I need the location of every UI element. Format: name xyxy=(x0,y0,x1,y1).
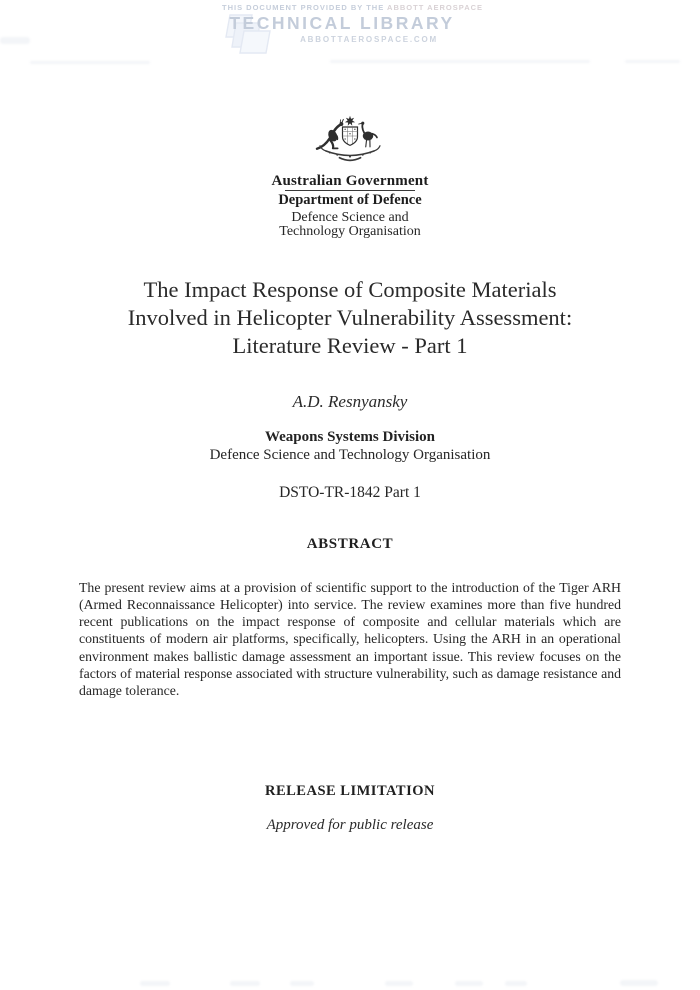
gov-title-australian-government: Australian Government xyxy=(271,173,429,189)
author-name: A.D. Resnyansky xyxy=(292,392,408,411)
government-crest-block xyxy=(0,114,700,254)
abstract-text: The present review aims at a provision of scientific support to the introduction of the Tiger ARH (Armed Reconnaissance Helicopter) into service. The review examines more than five hundred recent publications on the impact response of composite and cellular materials which are constituents of modern air platforms, specifically, helicopters. Using the ARH in an operational environment makes ballistic damage assessment an important issue. This review focuses on the factors of material response associated with structure vulnerability, such as damage resistance and damage tolerance. xyxy=(79,579,621,699)
scan-artifact xyxy=(455,981,483,986)
scan-artifact xyxy=(0,37,30,44)
scan-artifact xyxy=(290,981,314,986)
scan-artifact xyxy=(625,60,680,63)
release-approval-note: Approved for public release xyxy=(266,817,434,833)
abstract-heading: ABSTRACT xyxy=(306,536,394,552)
report-number: DSTO-TR-1842 Part 1 xyxy=(279,484,421,501)
crest-star xyxy=(345,116,355,126)
scan-artifact xyxy=(385,981,413,986)
scan-artifact xyxy=(620,980,658,986)
report-title xyxy=(0,276,700,360)
australian-coat-of-arms-icon xyxy=(305,114,395,170)
scan-artifact xyxy=(140,981,170,986)
watermark-library-title: TECHNICAL LIBRARY xyxy=(229,13,455,33)
gov-org-line-1: Defence Science and xyxy=(291,210,409,225)
division-name: Weapons Systems Division xyxy=(264,429,436,445)
watermark-site-url: ABBOTTAEROSPACE.COM xyxy=(300,35,438,44)
report-title-line-1: The Impact Response of Composite Materials xyxy=(143,277,557,302)
report-title-line-3: Literature Review - Part 1 xyxy=(232,333,468,358)
gov-divider-line xyxy=(285,190,415,191)
scan-artifact xyxy=(230,981,260,986)
scan-artifact xyxy=(30,61,150,64)
release-limitation-heading: RELEASE LIMITATION xyxy=(264,783,435,799)
watermark-provided-line xyxy=(222,3,484,12)
watermark-header xyxy=(222,3,484,44)
gov-department-of-defence: Department of Defence xyxy=(278,192,422,208)
scan-artifact xyxy=(330,60,590,63)
report-title-line-2: Involved in Helicopter Vulnerability Assessment: xyxy=(127,305,573,330)
gov-org-line-2: Technology Organisation xyxy=(279,224,421,239)
organisation-name: Defence Science and Technology Organisation xyxy=(209,447,491,463)
scan-artifact xyxy=(505,981,527,986)
watermark-provided-prefix: THIS DOCUMENT PROVIDED BY THE xyxy=(222,3,385,12)
watermark-brand: ABBOTT AEROSPACE xyxy=(387,3,484,12)
